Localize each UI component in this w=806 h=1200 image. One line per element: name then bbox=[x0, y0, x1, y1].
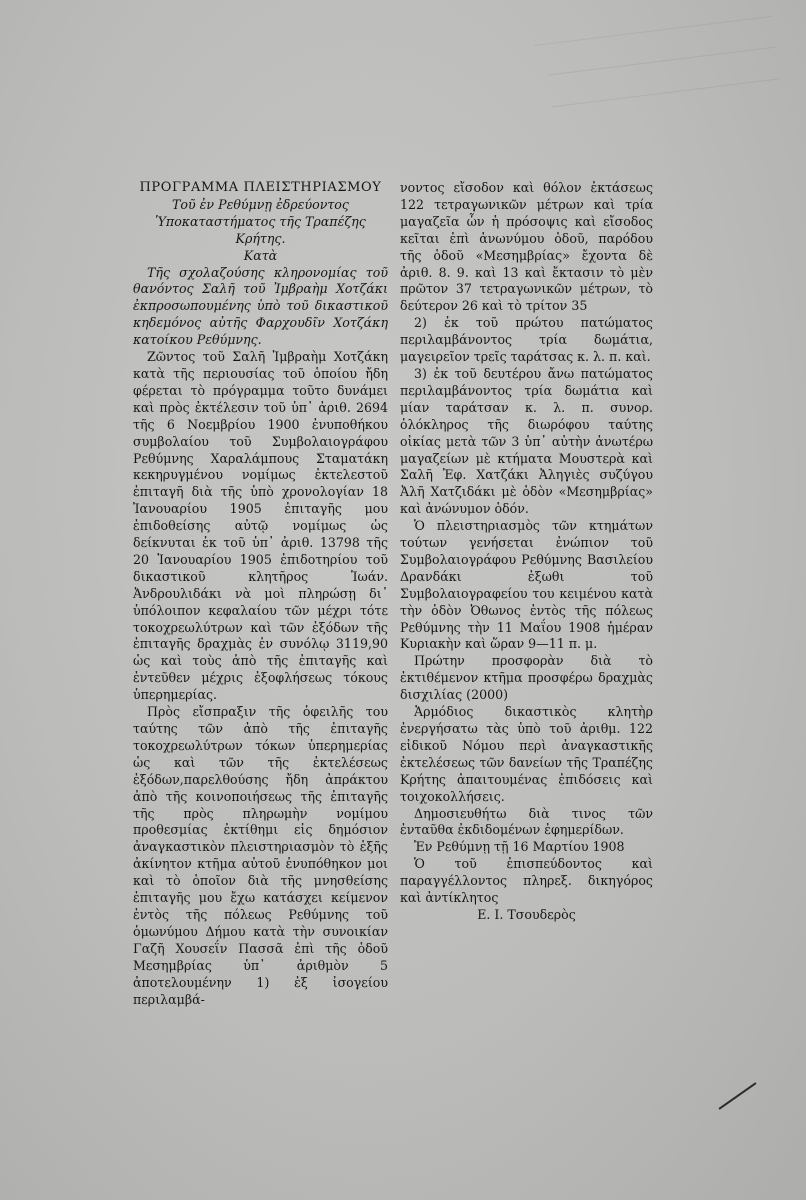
closing-line: Ὁ τοῦ ἐπισπεύδοντος καὶ παραγγέλλοντος πληρεξ. δικηγόρος καὶ ἀντίκλητος bbox=[400, 856, 653, 906]
faded-handwriting-bleed bbox=[534, 16, 786, 155]
date-line: Ἐν Ρεθύμνῃ τῇ 16 Μαρτίου 1908 bbox=[414, 839, 625, 855]
left-column bbox=[133, 180, 388, 1008]
paragraph-auction-venue: Ὁ πλειστηριασμὸς τῶν κτημάτων τούτων γενήσεται ἐνώπιον τοῦ Συμβολαιογράφου Ρεθύμνης Βασιλείου Δρανδάκι ἐξωθι τοῦ Συμβολαιογραφείου του κειμένου κατὰ τὴν ὁδὸν Ὀθωνος ἐντὸς τῆς πόλεως Ρεθύμνης τὴν 11 Μαΐου 1908 ἡμέραν Κυριακὴν καὶ ὥραν 9—11 π. μ. bbox=[400, 518, 653, 652]
paragraph-auction-property: Πρὸς εἴσπραξιν τῆς ὀφειλῆς του ταύτης τῶν ἀπὸ τῆς ἐπιταγῆς τοκοχρεωλύτρων τόκων ὑπερημερίας ὡς καὶ τῶν τῆς ἐκτελέσεως ἐξόδων,παρελθούσης ἤδη ἀπράκτου ἀπὸ τῆς κοινοποιήσεως τῆς ἐπιταγῆς τῆς πρὸς πληρωμὴν νομίμου προθεσμίας ἐκτίθημι εἰς δημόσιον ἀναγκαστικὸν πλειστηριασμὸν τὸ ἑξῆς ἀκίνητον κτῆμα αὐτοῦ ἐνυπόθηκον μοι καὶ τὸ ὁποῖον διὰ τῆς μνησθείσης ἐπιταγῆς μου ἔχω κατάσχει κείμενον ἐντὸς τῆς πόλεως Ρεθύμνης τοῦ ὁμωνύμου Δήμου κατὰ τὴν συνοικίαν Γαζῆ Χουσεΐν Πασσᾶ ἐπὶ τῆς ὁδοῦ Μεσημβρίας ὑπ᾽ ἀριθμὸν 5 ἀποτελουμένην 1) ἐξ ἰσογείου περιλαμβά- bbox=[133, 704, 388, 1007]
paragraph-debt: Ζῶντος τοῦ Σαλῆ Ἰμβραὴμ Χοτζάκη κατὰ τῆς περιουσίας τοῦ ὁποίου ἤδη φέρεται τὸ πρόγραμμα τοῦτο δυνάμει καὶ πρὸς ἐκτέλεσιν τοῦ ὑπ᾽ ἀριθ. 2694 τῆς 6 Νοεμβρίου 1900 ἐνυποθήκου συμβολαίου τοῦ Συμβολαιογράφου Ρεθύμνης Χαραλάμπους Σταματάκη κεκηρυγμένου νομίμως ἐκτελεστοῦ ἐπιταγῆ διὰ τῆς ὑπὸ χρονολογίαν 18 Ἰανουαρίου 1905 ἐπιταγῆς μου ἐπιδοθείσης αὐτῷ νομίμως ὡς δείκνυται ἐκ τοῦ ὑπ᾽ ἀριθ. 13798 τῆς 20 Ἰανουαρίου 1905 ἐπιδοτηρίου τοῦ δικαστικοῦ κλητῆρος Ἰωάν. Ἀνδρουλιδάκι νὰ μοὶ πληρώσῃ δι᾽ ὑπόλοιπον κεφαλαίου τῶν μέχρι τότε τοκοχρεωλύτρων καὶ τῶν ἐξόδων τῆς ἐπιταγῆς δραχμὰς ἐν συνόλῳ 3119,90 ὡς καὶ τοὺς ἀπὸ τῆς ἐπιταγῆς καὶ ἐντεῦθεν μέχρις ἐξοφλήσεως τόκους ὑπερημερίας. bbox=[133, 349, 388, 703]
paragraph-publication: Δημοσιευθήτω διὰ τινος τῶν ἐνταῦθα ἐκδιδομένων ἐφημερίδων. bbox=[400, 805, 653, 838]
paragraph-first-floor: 2) ἐκ τοῦ πρώτου πατώματος περιλαμβάνοντος τρία δωμάτια, μαγειρεῖον τρεῖς ταράτσας κ. λ. π. καὶ. bbox=[400, 315, 653, 365]
right-column bbox=[400, 180, 653, 924]
paragraph-second-floor: 3) ἐκ τοῦ δευτέρου ἄνω πατώματος περιλαμβάνοντος τρία δωμάτια καὶ μίαν ταράτσαν κ. λ. π. συνορ. ὁλόκληρος τῆς διωρόφου ταύτης οἰκίας μετὰ τῶν 3 ὑπ᾽ αὐτὴν ἀνωτέρω μαγαζείων μὲ κτήματα Μουστερὰ καὶ Σαλῆ Ἐφ. Χατζάκι Ἀληγιὲς συζύγου Ἀλῆ Χατζιδάκι μὲ ὁδὸν «Μεσημβρίας» καὶ ἀνώνυμον ὁδόν. bbox=[400, 365, 653, 517]
paragraph-property-continued: νοντος εἴσοδον καὶ θόλον ἐκτάσεως 122 τετραγωνικῶν μέτρων καὶ τρία μαγαζεῖα ὧν ἡ πρόσοψις καὶ εἴσοδος κεῖται ἐπὶ ἀνωνύμου ὁδοῦ, παρόδου τῆς ὁδοῦ «Μεσημβρίας» ἔχοντα δὲ ἀριθ. 8. 9. καὶ 13 καὶ ἔκτασιν τὸ μὲν πρῶτον 37 τετραγωνικῶν μέτρων, τὸ δεύτερον 26 καὶ τὸ τρίτον 35 bbox=[400, 180, 653, 314]
signature: Ε. Ι. Τσουδερὸς bbox=[477, 906, 576, 922]
document-title: ΠΡΟΓΡΑΜΜΑ ΠΛΕΙΣΤΗΡΙΑΣΜΟΥ bbox=[139, 180, 382, 195]
paragraph-first-offer: Πρώτην προσφορὰν διὰ τὸ ἐκτιθέμενον κτῆμα προσφέρω δραχμὰς δισχιλίας (2000) bbox=[400, 653, 653, 703]
against-heading: Κατὰ bbox=[243, 247, 278, 263]
ink-scratch-mark bbox=[718, 1082, 756, 1109]
paragraph-bailiff: Ἁρμόδιος δικαστικὸς κλητὴρ ἐνεργήσατω τὰς ὑπὸ τοῦ ἀριθμ. 122 εἰδικοῦ Νόμου περὶ ἀναγκαστικῆς ἐκτελέσεως τῶν δανείων τῆς Τραπέζης Κρήτης ἀπαιτουμένας ἐπιδόσεις καὶ τοιχοκολλήσεις. bbox=[400, 704, 653, 804]
document-subtitle: Τοῦ ἐν Ρεθύμνῃ ἐδρεύοντος Ὑποκαταστήματος τῆς Τραπέζης Κρήτης. bbox=[155, 196, 366, 246]
intro-paragraph: Τῆς σχολαζούσης κληρονομίας τοῦ θανόντος Σαλῆ τοῦ Ἰμβραὴμ Χοτζάκι ἐκπροσωπουμένης ὑπὸ τοῦ δικαστικοῦ κηδεμόνος αὐτῆς Φαρχουδῖν Χοτζάκη κατοίκου Ρεθύμνης. bbox=[133, 264, 388, 348]
